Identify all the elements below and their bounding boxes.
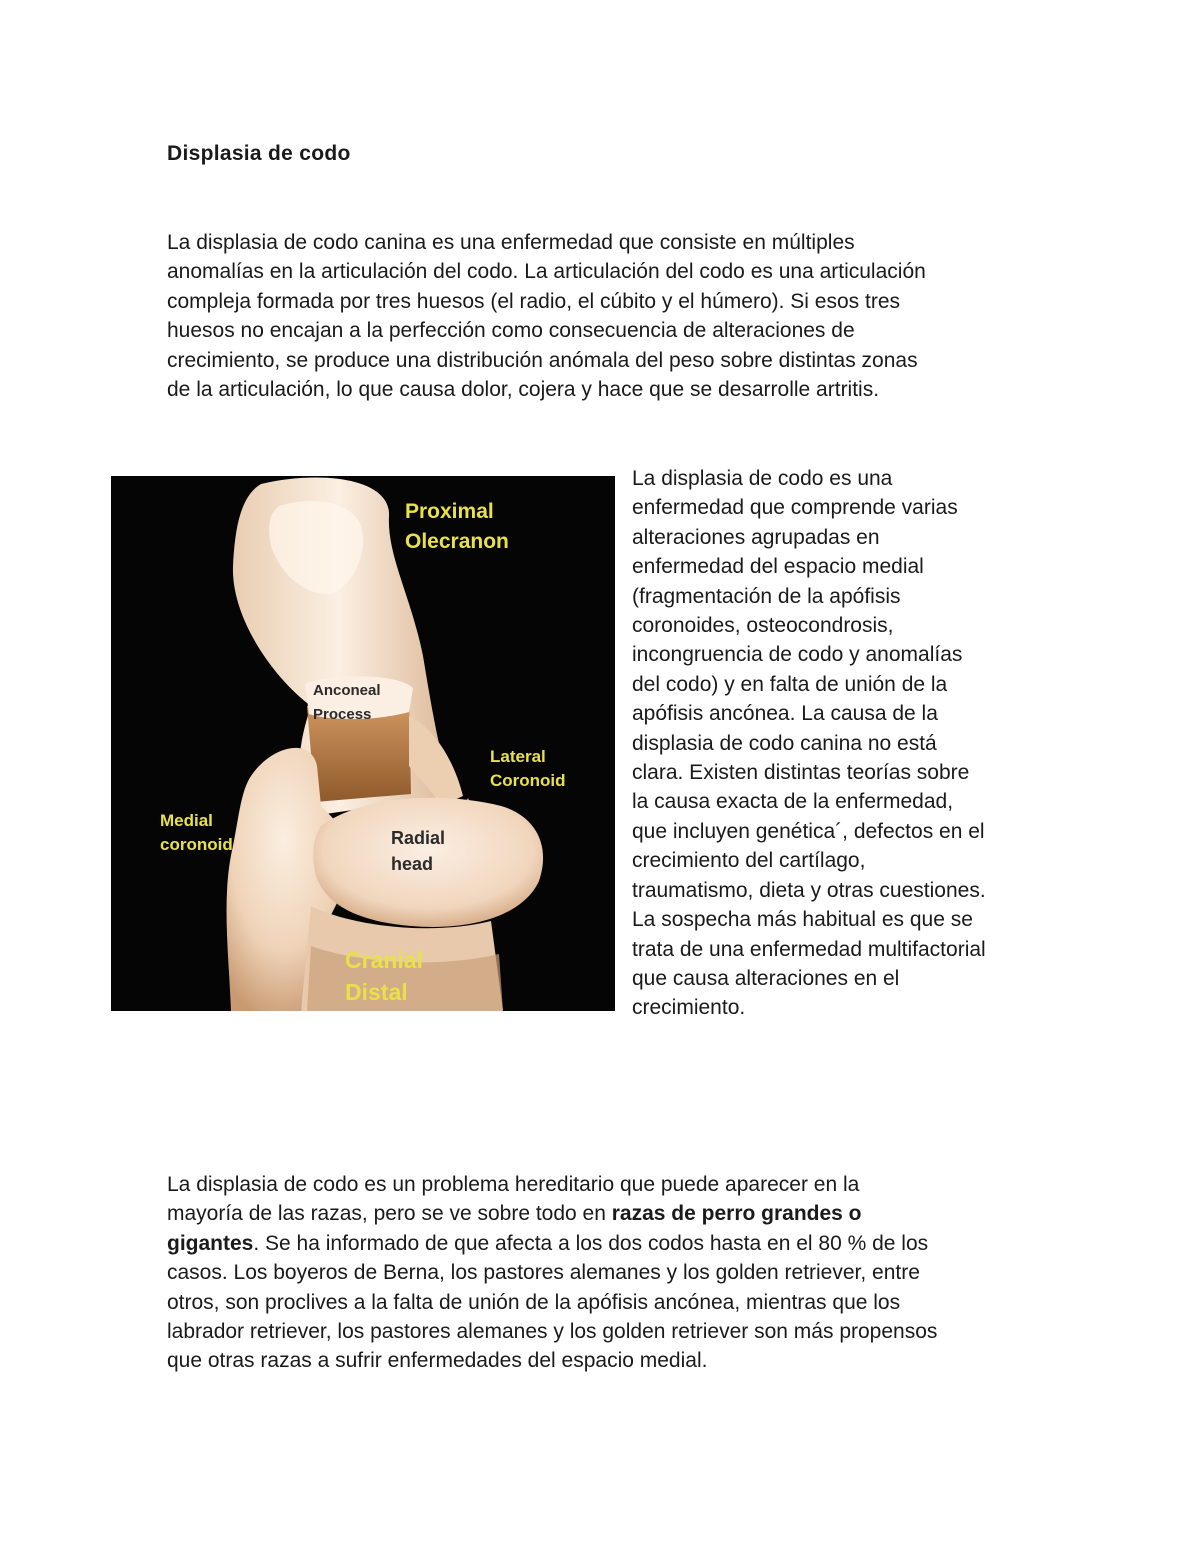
breeds-paragraph-part1: La displasia de codo es un problema hereditario que puede aparecer en la mayoría de las razas, pero se ve sobre todo en bbox=[167, 1173, 860, 1226]
breeds-paragraph-bold: razas de perro grandes o gigantes bbox=[167, 1202, 862, 1255]
label-lateral-coronoid bbox=[490, 747, 566, 790]
intro-paragraph: La displasia de codo canina es una enfermedad que consiste en múltiples anomalías en la articulación del codo. La articulación del codo es una articulación compleja formada por tres huesos (el radio, el cúbito y el húmero). Si esos tres huesos no encajan a la perfección como consecuencia de alteraciones de crecimiento, se produce una distribución anómala del peso sobre distintas zonas de la articulación, lo que causa dolor, cojera y hace que se desarrolle artritis. bbox=[167, 231, 926, 402]
label-process-line: Process bbox=[313, 706, 372, 723]
label-distal-line: Distal bbox=[345, 979, 408, 1005]
label-cranial-line: Cranial bbox=[345, 947, 423, 973]
label-medial-coronoid bbox=[160, 811, 233, 854]
breeds-paragraph bbox=[167, 1170, 1067, 1376]
label-proximal-line: Proximal bbox=[405, 500, 494, 523]
label-lateral-line: Lateral bbox=[490, 747, 546, 766]
label-medial-coronoid-line: coronoid bbox=[160, 835, 233, 854]
label-head-line: head bbox=[391, 854, 434, 874]
elbow-anatomy-figure bbox=[111, 476, 615, 1011]
label-olecranon-line: Olecranon bbox=[405, 530, 509, 553]
document-title: Displasia de codo bbox=[167, 142, 351, 165]
breeds-paragraph-part2: . Se ha informado de que afecta a los dos codos hasta en el 80 % de los casos. Los boyeros de Berna, los pastores alemanes y los golden retriever, entre otros, son proclives a la falta de unión de la apófisis ancónea, mientras que los labrador retriever, los pastores alemanes y los golden retriever son más propensos que otras razas a sufrir enfermedades del espacio medial. bbox=[167, 1231, 938, 1373]
label-proximal-olecranon bbox=[405, 500, 509, 553]
side-paragraph: La displasia de codo es una enfermedad que comprende varias alteraciones agrupadas en enfermedad del espacio medial (fragmentación de la apófisis coronoides, osteocondrosis, incongruencia de codo y anomalías del codo) y en falta de unión de la apófisis ancónea. La causa de la displasia de codo canina no está clara. Existen distintas teorías sobre la causa exacta de la enfermedad, que incluyen genética´, defectos en el crecimiento del cartílago, traumatismo, dieta y otras cuestiones. La sospecha más habitual es que se trata de una enfermedad multifactorial que causa alteraciones en el crecimiento. bbox=[632, 467, 986, 1020]
label-radial-line: Radial bbox=[391, 828, 446, 848]
label-anconeal-line: Anconeal bbox=[313, 682, 381, 699]
label-medial-line: Medial bbox=[160, 811, 213, 830]
elbow-anatomy-illustration bbox=[111, 476, 615, 1011]
label-coronoid-line: Coronoid bbox=[490, 771, 566, 790]
